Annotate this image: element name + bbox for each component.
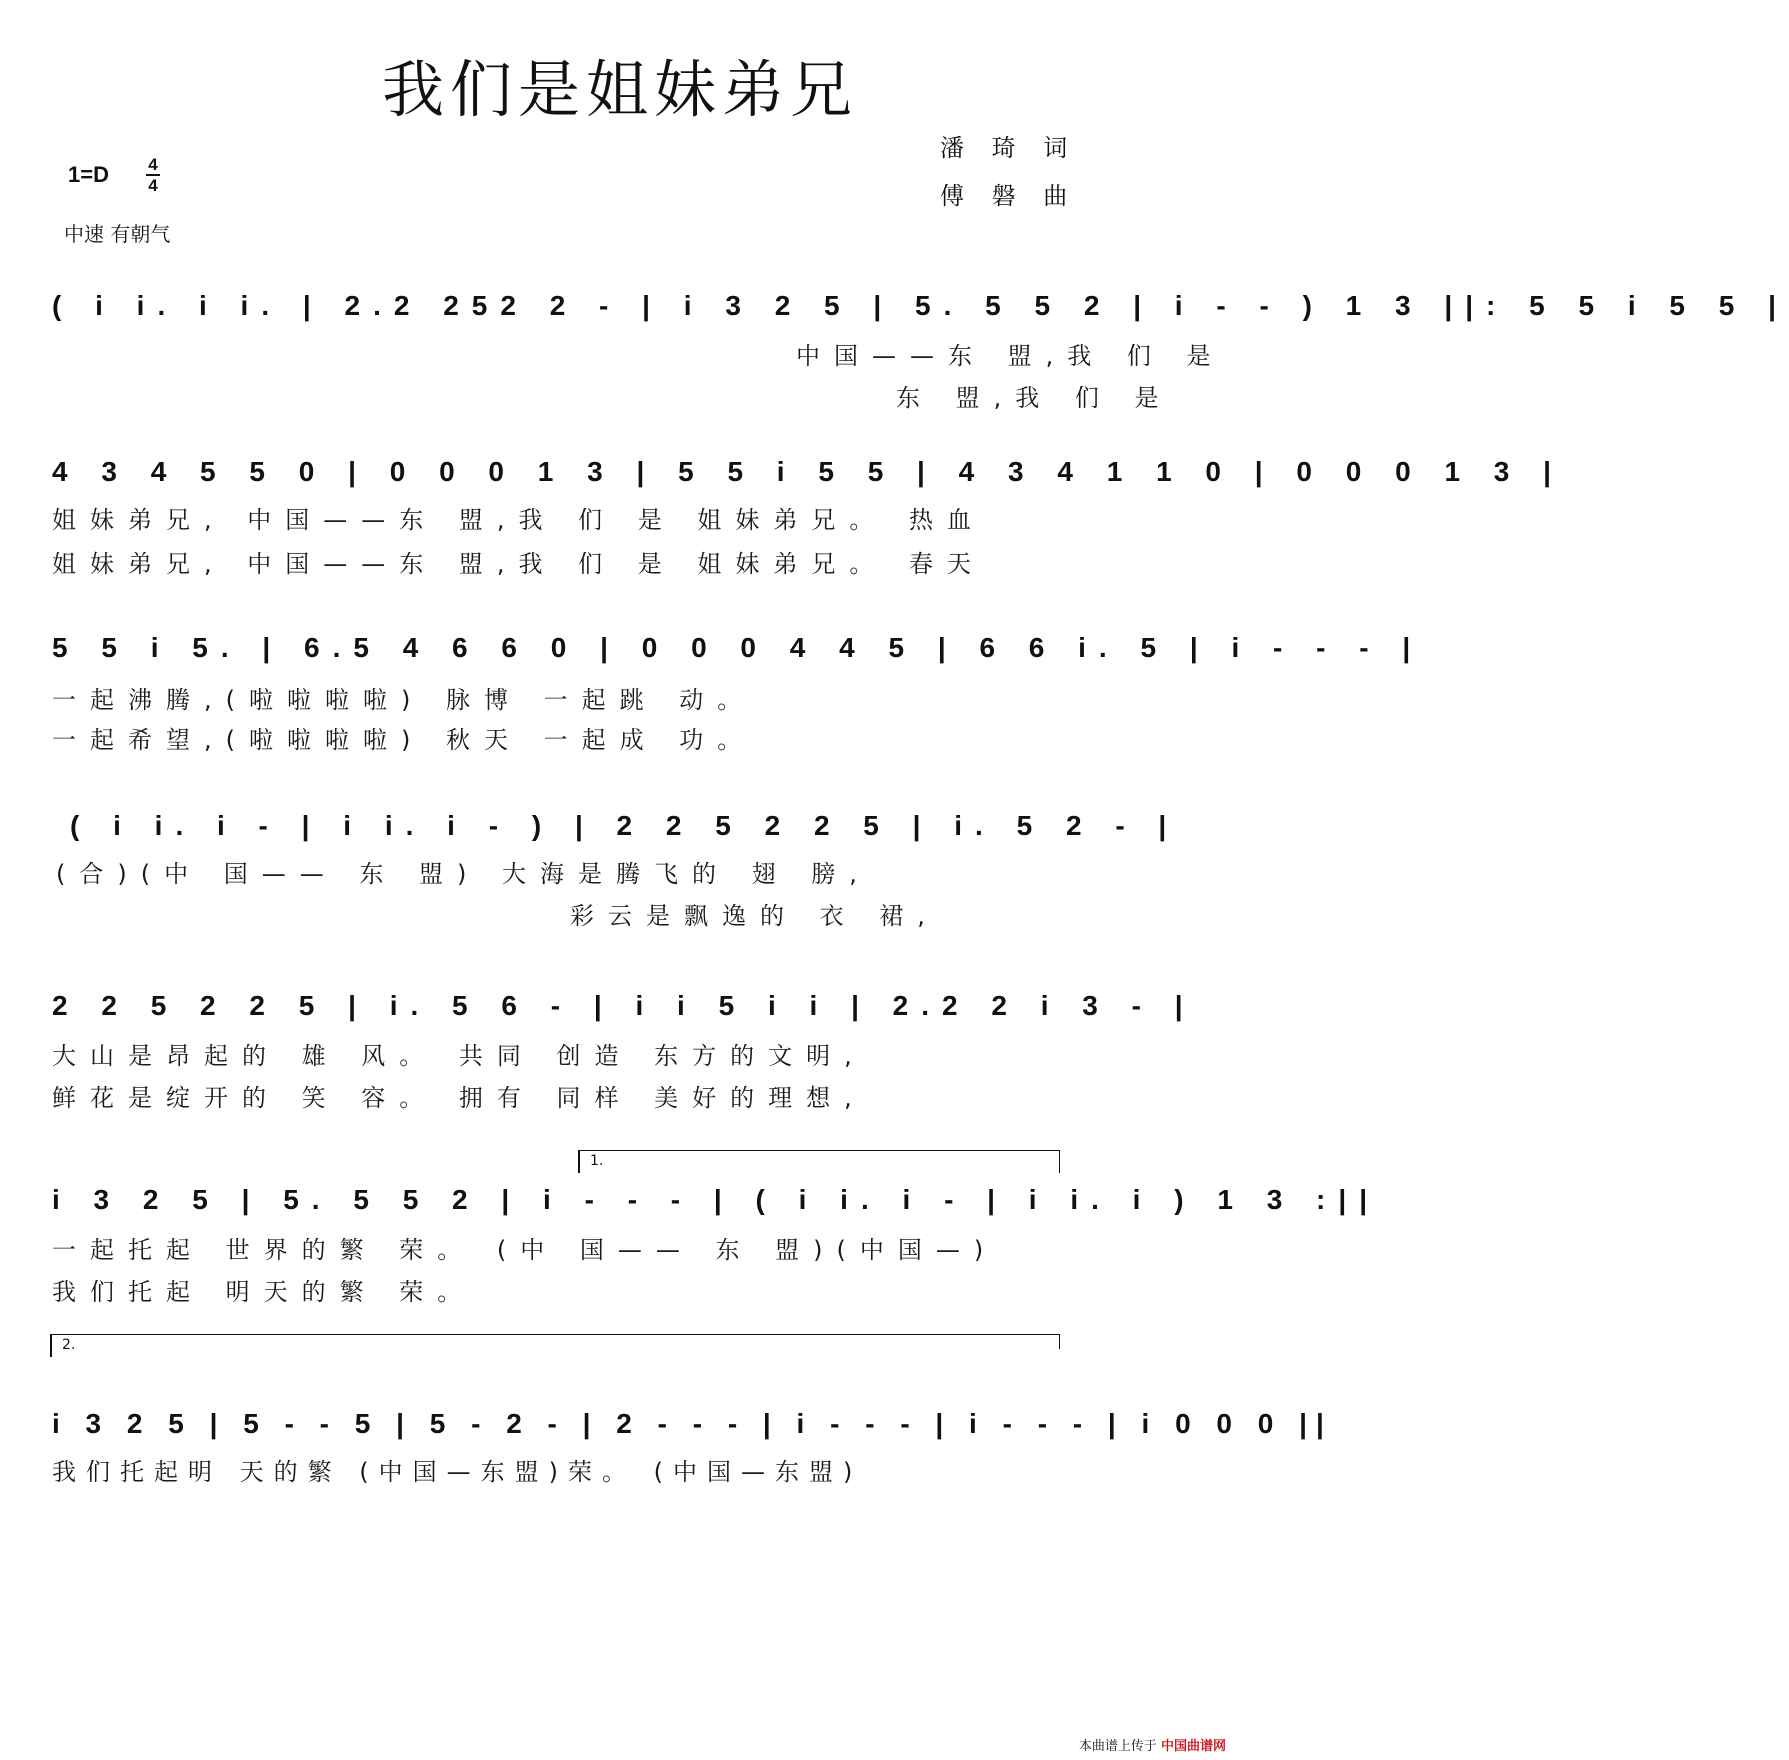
- footer-watermark: [1079, 1735, 1226, 1754]
- footer-brand: 中国曲谱网: [1160, 1739, 1226, 1754]
- lyric-line-1: 大山是昂起的 雄 风。 共同 创造 东方的文明,: [52, 1042, 866, 1070]
- time-signature-top: 4: [148, 155, 158, 174]
- footer-text: 本曲谱上传于: [1078, 1739, 1157, 1754]
- notation-line: 5 5 i 5. | 6.5 4 6 6 0 | 0 0 0 4 4 5 | 6 6 i. 5 | i - - - |: [52, 632, 1424, 663]
- lyric-line-1: 我们托起明 天的繁 (中国—东盟)荣。 (中国—东盟): [52, 1458, 863, 1486]
- lyric-line-2: 鲜花是绽开的 笑 容。 拥有 同样 美好的理想,: [52, 1084, 866, 1112]
- lyric-line-1: 一起托起 世界的繁 荣。 (中 国—— 东 盟)(中国—): [52, 1236, 998, 1264]
- key-signature: 1=D: [68, 162, 109, 187]
- notation-line: ( i i. i - | i i. i - ) | 2 2 5 2 2 5 | i. 5 2 - |: [70, 810, 1180, 841]
- song-title: 我们是姐妹弟兄: [381, 53, 858, 126]
- score-system: [0, 620, 1424, 676]
- volta-tick: [1059, 1335, 1061, 1349]
- score-system: [0, 1396, 1333, 1452]
- lyric-line-1: (合)(中 国—— 东 盟) 大海是腾飞的 翅 膀,: [56, 860, 871, 888]
- lyric-line-1: 中国——东 盟,我 们 是: [796, 342, 1225, 370]
- time-signature-bottom: 4: [148, 176, 158, 195]
- volta-tick: [1059, 1151, 1061, 1173]
- volta-first-ending: [578, 1150, 1060, 1169]
- lyric-line-1: 姐妹弟兄, 中国——东 盟,我 们 是 姐妹弟兄。 热血: [52, 506, 986, 534]
- score-system: [0, 278, 1789, 334]
- tempo-marking: 中速 有朝气: [64, 222, 171, 246]
- lyric-line-1: 一起沸腾,(啦啦啦啦) 脉博 一起跳 动。: [52, 686, 756, 714]
- composer-credit: 傅 磐 曲: [940, 182, 1078, 210]
- volta-second-ending: [50, 1334, 1060, 1353]
- time-signature: [146, 156, 160, 194]
- score-system: [0, 978, 1240, 1034]
- lyric-line-2: 东 盟,我 们 是: [896, 384, 1173, 412]
- score-system: [0, 798, 1240, 854]
- lyric-line-2: 一起希望,(啦啦啦啦) 秋天 一起成 功。: [52, 726, 756, 754]
- lyricist-credit: 潘 琦 词: [940, 134, 1078, 162]
- volta-label: 1.: [590, 1153, 604, 1169]
- volta-tick: [50, 1335, 52, 1357]
- lyric-line-2: 彩云是飘逸的 衣 裙,: [570, 902, 939, 930]
- notation-line: 4 3 4 5 5 0 | 0 0 0 1 3 | 5 5 i 5 5 | 4 3 4 1 1 0 | 0 0 0 1 3 |: [52, 456, 1564, 487]
- score-system: [0, 444, 1564, 500]
- volta-label: 2.: [62, 1337, 76, 1353]
- score-system: [0, 1172, 1381, 1228]
- notation-line: i 3 2 5 | 5. 5 5 2 | i - - - | ( i i. i - | i i. i ) 1 3 :||: [52, 1184, 1381, 1215]
- notation-line: i 3 2 5 | 5 - - 5 | 5 - 2 - | 2 - - - | i - - - | i - - - | i 0 0 0 ||: [52, 1408, 1333, 1439]
- lyric-line-2: 姐妹弟兄, 中国——东 盟,我 们 是 姐妹弟兄。 春天: [52, 550, 986, 578]
- volta-tick: [578, 1151, 580, 1173]
- notation-line: ( i i. i i. | 2.2 252 2 - | i 3 2 5 | 5. 5 5 2 | i - - ) 1 3 ||: 5 5 i 5 5 |: [52, 290, 1789, 321]
- lyric-line-2: 我们托起 明天的繁 荣。: [52, 1278, 476, 1306]
- notation-line: 2 2 5 2 2 5 | i. 5 6 - | i i 5 i i | 2.2 2 i 3 - |: [52, 990, 1196, 1021]
